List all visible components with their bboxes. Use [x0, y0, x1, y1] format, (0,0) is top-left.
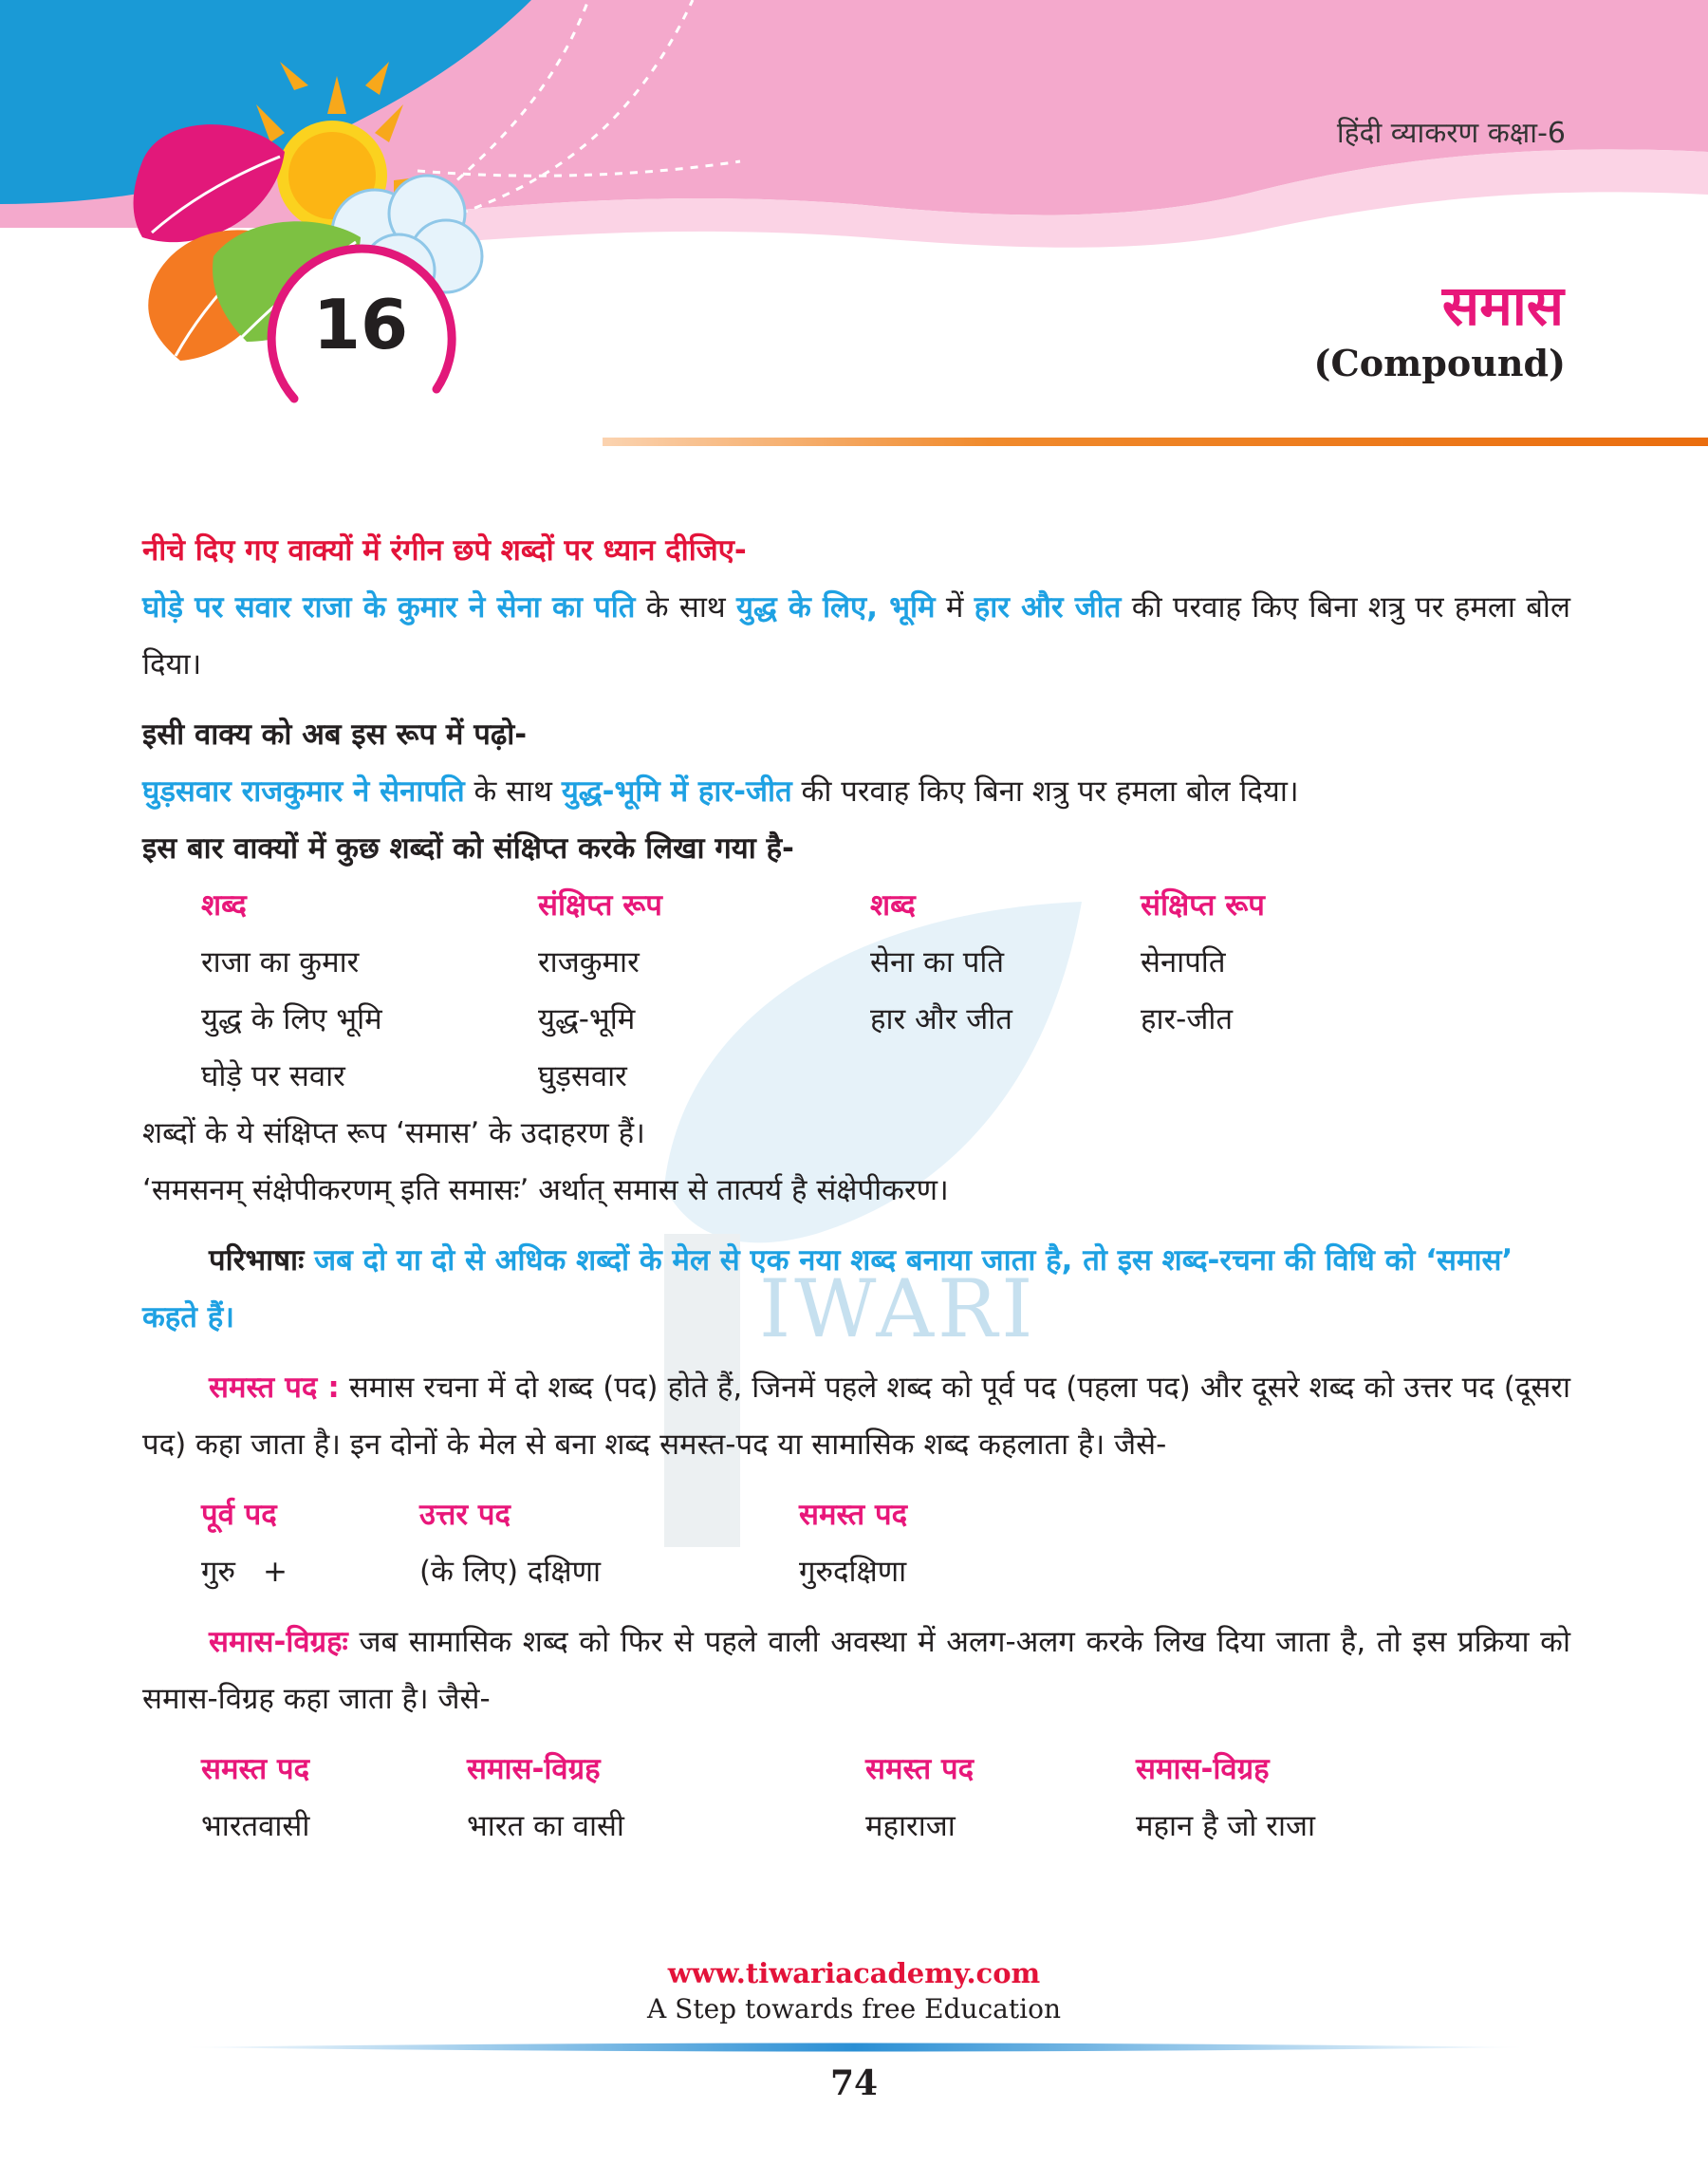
sanskrit-note: ‘समसनम् संक्षेपीकरणम् इति समासः’ अर्थात् समास से तात्पर्य है संक्षेपीकरण। — [142, 1173, 949, 1207]
table-cell: युद्ध-भूमि — [538, 1002, 636, 1036]
table-cell: गुरुदक्षिणा — [799, 1555, 907, 1589]
vigrah-table — [201, 1741, 1570, 1855]
table-header: समस्त पद — [865, 1752, 975, 1786]
table-cell: सेनापति — [1141, 945, 1226, 980]
table-cell: महाराजा — [865, 1809, 956, 1843]
table-cell: राजा का कुमार — [201, 945, 360, 980]
sentence-one-part: में — [935, 590, 975, 625]
chapter-subtitle: (Compound) — [1313, 342, 1566, 384]
chapter-title: समास — [1441, 273, 1564, 338]
book-title: हिंदी व्याकरण कक्षा-6 — [1336, 117, 1566, 150]
table-cell: युद्ध के लिए भूमि — [201, 1002, 382, 1036]
definition — [142, 1232, 1570, 1346]
vigrah-text: जब सामासिक शब्द को फिर से पहले वाली अवस्था में अलग-अलग करके लिख दिया जाता है, तो इस प्रक्रिया को समास-विग्रह कहा जाता है। जैसे- — [142, 1625, 1570, 1716]
plus-sign: + — [263, 1555, 288, 1589]
table-cell: सेना का पति — [870, 945, 1005, 980]
table-cell: गुरु — [201, 1555, 235, 1589]
sentence-two — [142, 763, 1570, 820]
table-header: संक्षिप्त रूप — [538, 888, 662, 923]
vigrah-para — [142, 1614, 1570, 1727]
pad-table-row — [201, 1543, 1570, 1600]
table-header: पूर्व पद — [201, 1498, 277, 1532]
table-header: संक्षिप्त रूप — [1141, 888, 1265, 923]
sentence-two-part: की परवाह किए बिना शत्रु पर हमला बोल दिया। — [791, 774, 1299, 809]
sentence-two-part: के साथ — [464, 774, 562, 809]
footer-divider — [180, 2041, 1528, 2054]
table-cell: घोड़े पर सवार — [201, 1059, 345, 1093]
table-cell: घुड़सवार — [538, 1059, 627, 1093]
samast-pad-text: समास रचना में दो शब्द (पद) होते हैं, जिनमें पहले शब्द को पूर्व पद (पहला पद) और दूसरे शब्द को उत्तर पद (दूसरा पद) कहा जाता है। इन दोनों के मेल से बना शब्द समस्त-पद या सामासिक शब्द कहलाता है। जैसे- — [142, 1371, 1570, 1462]
definition-label: परिभाषाः — [209, 1243, 305, 1278]
chapter-number: 16 — [312, 285, 409, 364]
table-header: समस्त पद — [799, 1498, 908, 1532]
sentence-two-part: घुड़सवार राजकुमार ने सेनापति — [142, 774, 465, 809]
table-header: शब्द — [870, 888, 916, 923]
page-number: 74 — [829, 2063, 879, 2103]
sentence-one-part: हार और जीत — [974, 590, 1122, 625]
sentence-one — [142, 579, 1570, 693]
table-header: समास-विग्रह — [1136, 1752, 1270, 1786]
table-cell: भारत का वासी — [467, 1809, 624, 1843]
watermark-text: IWARI — [759, 1262, 1037, 1355]
table-header: शब्द — [201, 888, 247, 923]
pad-table-header — [201, 1486, 1570, 1543]
table-cell — [870, 1048, 1141, 1105]
footer-url[interactable]: www.tiwariacademy.com — [667, 1957, 1041, 1989]
instruction: नीचे दिए गए वाक्यों में रंगीन छपे शब्दों पर ध्यान दीजिए- — [142, 533, 747, 568]
header-rule — [603, 438, 1708, 446]
samast-pad-para — [142, 1359, 1570, 1473]
sentence-one-part: घोड़े पर सवार राजा के कुमार ने सेना का पति — [142, 590, 636, 625]
table-header: समस्त पद — [201, 1752, 310, 1786]
footer-tagline: A Step towards free Education — [647, 1993, 1061, 2024]
table-cell: भारतवासी — [201, 1809, 310, 1843]
content — [142, 522, 1570, 1855]
sentence-two-part: युद्ध-भूमि में हार-जीत — [561, 774, 792, 809]
table-cell: हार-जीत — [1141, 1002, 1234, 1036]
read-again: इसी वाक्य को अब इस रूप में पढ़ो- — [142, 718, 528, 752]
examples-note: शब्दों के ये संक्षिप्त रूप ‘समास’ के उदाहरण हैं। — [142, 1116, 645, 1150]
definition-text: जब दो या दो से अधिक शब्दों के मेल से एक नया शब्द बनाया जाता है, तो इस शब्द-रचना की विधि को ‘समास’ कहते हैं। — [142, 1243, 1513, 1334]
table-cell — [1141, 1048, 1520, 1105]
table-cell: हार और जीत — [870, 1002, 1012, 1036]
table-header: उत्तर पद — [419, 1498, 511, 1532]
samast-pad-label: समस्त पद : — [209, 1371, 340, 1405]
sentence-one-part: के साथ — [635, 590, 736, 625]
table-header: समास-विग्रह — [467, 1752, 601, 1786]
table-cell: महान है जो राजा — [1136, 1809, 1316, 1843]
short-note: इस बार वाक्यों में कुछ शब्दों को संक्षिप्त करके लिखा गया है- — [142, 831, 794, 866]
vigrah-label: समास-विग्रहः — [209, 1625, 348, 1659]
table-cell: राजकुमार — [538, 945, 640, 980]
sentence-one-part: युद्ध के लिए, भूमि — [735, 590, 936, 625]
short-form-table — [201, 877, 1570, 1105]
sentence-one-part: की परवाह किए बिना शत्रु पर हमला बोल दिया। — [142, 590, 1570, 681]
table-cell: (के लिए) दक्षिणा — [419, 1555, 602, 1589]
